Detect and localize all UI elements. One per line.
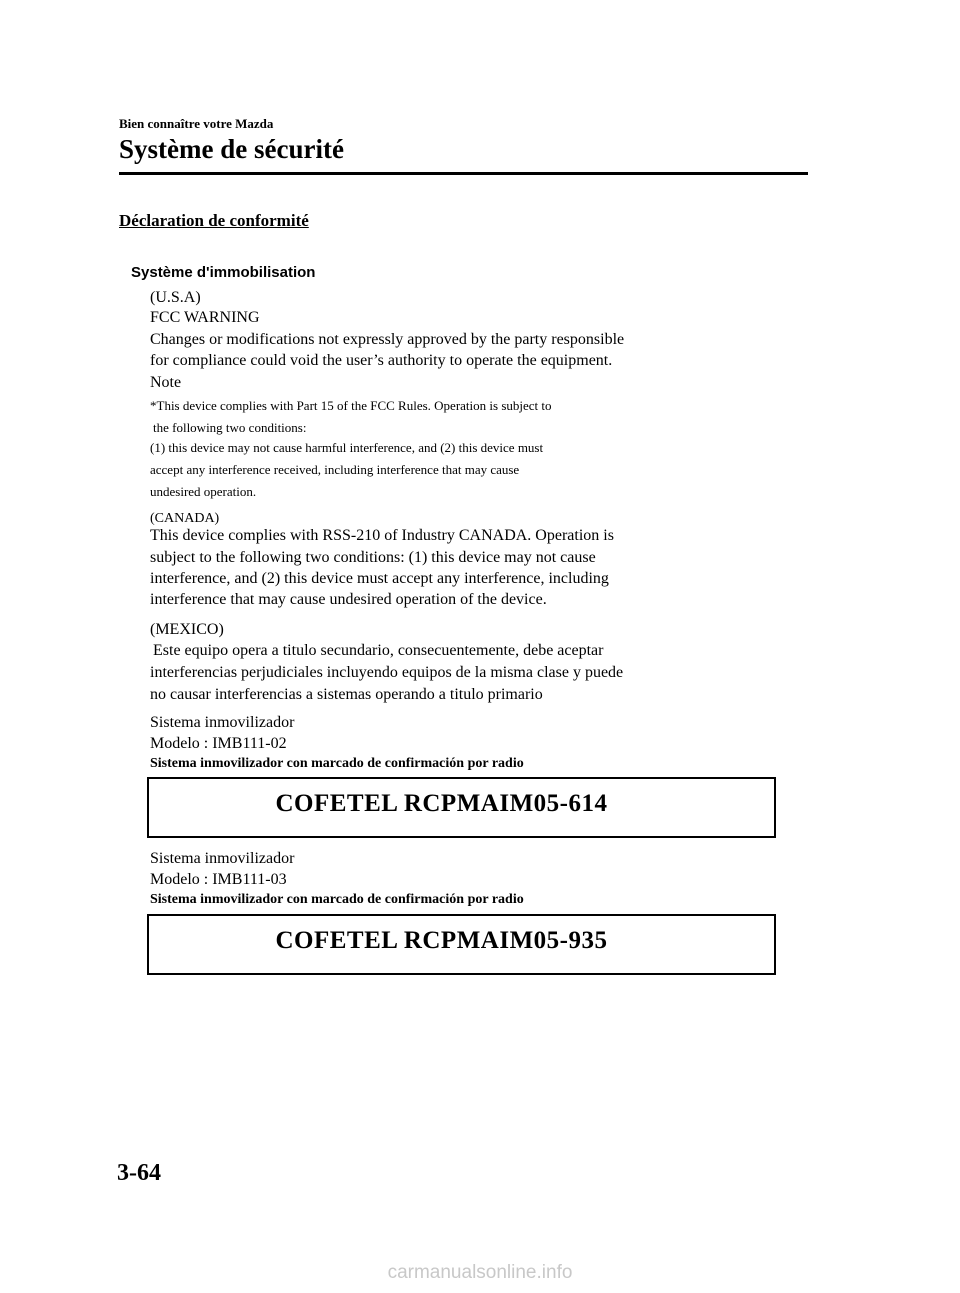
fcc-note-line: *This device complies with Part 15 of the FCC Rules. Operation is subject to	[150, 398, 552, 413]
fcc-warning-title: FCC WARNING	[150, 309, 260, 326]
fcc-note-line: (1) this device may not cause harmful interference, and (2) this device must	[150, 440, 544, 455]
watermark-text: carmanualsonline.info	[387, 1262, 573, 1283]
immobilizer-subheading: Système d'immobilisation	[131, 264, 316, 281]
certificate-box	[147, 777, 776, 838]
header-divider	[119, 172, 808, 175]
certificate-box	[147, 914, 776, 975]
canada-text-line: interference, and (2) this device must accept any interference, including	[150, 570, 609, 587]
mexico-text-line: no causar interferencias a sistemas operando a titulo primario	[150, 686, 543, 703]
model-number: Modelo : IMB111-03	[150, 871, 287, 888]
fcc-note-line: accept any interference received, including interference that may cause	[150, 462, 520, 477]
canada-text-line: subject to the following two conditions: (1) this device may not cause	[150, 549, 596, 566]
breadcrumb: Bien connaître votre Mazda	[119, 116, 274, 131]
certificate-number: COFETEL RCPMAIM05-614	[275, 790, 608, 817]
model-system-label: Sistema inmovilizador	[150, 850, 295, 867]
mexico-text-line: Este equipo opera a titulo secundario, consecuentemente, debe aceptar	[153, 642, 604, 659]
fcc-note-line: undesired operation.	[150, 484, 257, 499]
certificate-number: COFETEL RCPMAIM05-935	[275, 927, 608, 954]
fcc-warning-line: for compliance could void the user’s authority to operate the equipment.	[150, 352, 613, 369]
model-marking: Sistema inmovilizador con marcado de confirmación por radio	[150, 756, 524, 771]
model-marking: Sistema inmovilizador con marcado de confirmación por radio	[150, 892, 524, 907]
page-number: 3-64	[117, 1160, 161, 1186]
usa-region-label: (U.S.A)	[150, 289, 201, 306]
model-system-label: Sistema inmovilizador	[150, 714, 295, 731]
fcc-note-line: the following two conditions:	[153, 420, 307, 435]
declaration-heading: Déclaration de conformité	[119, 211, 309, 230]
section-title: Système de sécurité	[119, 134, 344, 164]
canada-text-line: interference that may cause undesired operation of the device.	[150, 591, 547, 608]
fcc-warning-line: Changes or modifications not expressly approved by the party responsible	[150, 331, 625, 348]
canada-region-label: (CANADA)	[150, 511, 220, 526]
mexico-region-label: (MEXICO)	[150, 621, 224, 638]
note-label: Note	[150, 374, 182, 391]
canada-text-line: This device complies with RSS-210 of Industry CANADA. Operation is	[150, 527, 614, 544]
mexico-text-line: interferencias perjudiciales incluyendo equipos de la misma clase y puede	[150, 664, 624, 681]
model-number: Modelo : IMB111-02	[150, 735, 287, 752]
